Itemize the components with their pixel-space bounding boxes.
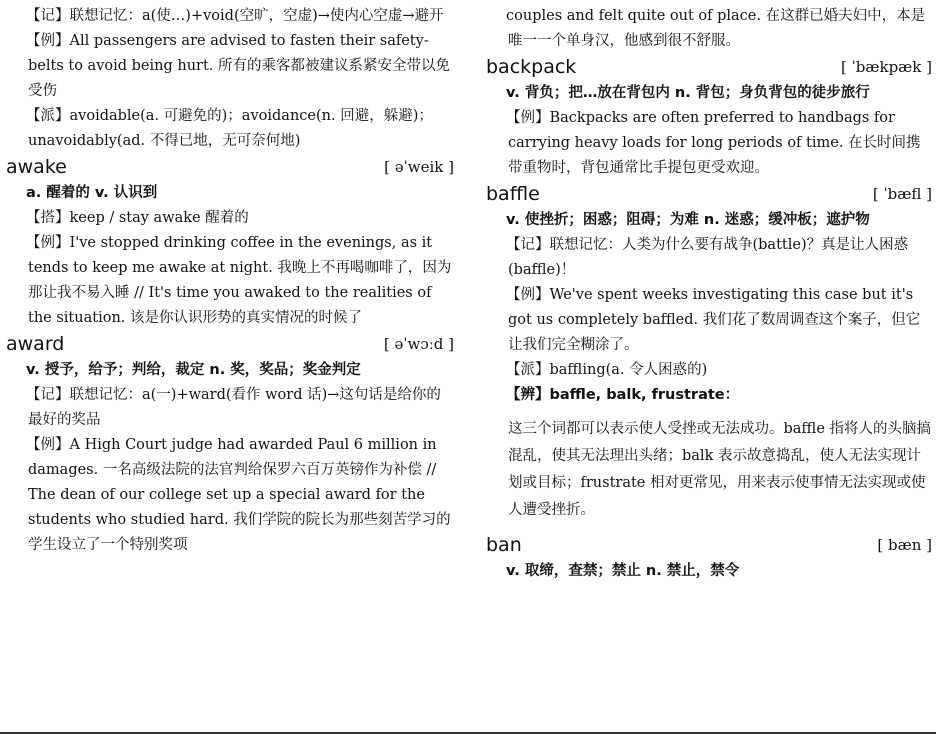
award-memory-note: 【记】联想记忆：a(一)+ward(看作 word 话)→这句话是给你的最好的奖品 [26, 387, 441, 428]
baffle-definition: v. 使挫折；困惑；阻碍；为难 n. 迷惑；缓冲板；遮护物 [506, 212, 870, 228]
left-column [6, 0, 454, 558]
avoid-memory-note: 【记】联想记忆：a(使…)+void(空旷，空虚)→使内心空虚→避开 [26, 8, 444, 24]
avoid-derivatives: 【派】avoidable(a. 可避免的)；avoidance(n. 回避，躲避)；unavoidably(ad. 不得已地，无可奈何地) [26, 108, 433, 149]
entry-header-award [6, 331, 454, 358]
entry-header-baffle [486, 181, 932, 208]
entry-header-ban [486, 532, 932, 559]
awake-example: 【例】I've stopped drinking coffee in the evenings, as it tends to keep me awake at night. 我晚上不再喝咖啡了，因为那让我不易入睡 // It's time you awaked to the realities of the situation. 该是你认识形势的真实情况的时候了 [26, 235, 452, 326]
award-definition: v. 授予，给予；判给，裁定 n. 奖，奖品；奖金判定 [26, 362, 361, 378]
awake-definition: a. 醒着的 v. 认识到 [26, 185, 158, 201]
headword-award: award [6, 333, 65, 355]
entry-header-backpack [486, 54, 932, 81]
baffle-distinction-title: 【辨】baffle, balk, frustrate： [506, 387, 740, 403]
ban-definition: v. 取缔，查禁；禁止 n. 禁止，禁令 [506, 563, 740, 579]
right-column [486, 0, 932, 584]
backpack-definition: v. 背负；把…放在背包内 n. 背包；身负背包的徒步旅行 [506, 85, 870, 101]
headword-baffle: baffle [486, 183, 540, 205]
avoid-example: 【例】All passengers are advised to fasten their safety-belts to avoid being hurt. 所有的乘客都被建议系紧安全带以免受伤 [26, 33, 451, 99]
headword-ban: ban [486, 534, 522, 556]
entry-header-awake [6, 154, 454, 181]
baffle-example: 【例】We've spent weeks investigating this case but it's got us completely baffled. 我们花了数周调查这个案子，但它让我们完全糊涂了。 [506, 287, 921, 353]
backpack-example: 【例】Backpacks are often preferred to handbags for carrying heavy loads for long periods of time. 在长时间携带重物时，背包通常比手提包更受欢迎。 [506, 110, 921, 176]
phonetic-backpack: [ ˈbækpæk ] [841, 58, 932, 76]
headword-backpack: backpack [486, 56, 577, 78]
headword-awake: awake [6, 156, 67, 178]
awake-collocation: 【搭】keep / stay awake 醒着的 [26, 210, 249, 226]
phonetic-baffle: [ ˈbæfl ] [872, 185, 932, 203]
award-example: 【例】A High Court judge had awarded Paul 6 million in damages. 一名高级法院的法官判给保罗六百万英镑作为补偿 // The dean of our college set up a special award for the students who studied hard. 我们学院的院长为那些刻苦学习的学生设立了一个特别奖项 [26, 437, 451, 553]
phonetic-ban: [ bæn ] [877, 536, 932, 554]
baffle-memory-note: 【记】联想记忆：人类为什么要有战争(battle)？真是让人困惑(baffle)！ [506, 237, 909, 278]
baffle-derivatives: 【派】baffling(a. 令人困惑的) [506, 362, 708, 378]
continued-example: couples and felt quite out of place. 在这群已婚夫妇中，本是唯一一个单身汉，他感到很不舒服。 [506, 8, 926, 49]
phonetic-awake: [ əˈweik ] [384, 158, 454, 176]
baffle-distinction-note: 这三个词都可以表示使人受挫或无法成功。baffle 指将人的头脑搞混乱，使其无法理出头绪；balk 表示故意捣乱，使人无法实现计划或目标；frustrate 相对更常见，用来表示使事情无法实现或使人遭受挫折。 [508, 421, 932, 518]
phonetic-award: [ əˈwɔːd ] [383, 335, 454, 353]
